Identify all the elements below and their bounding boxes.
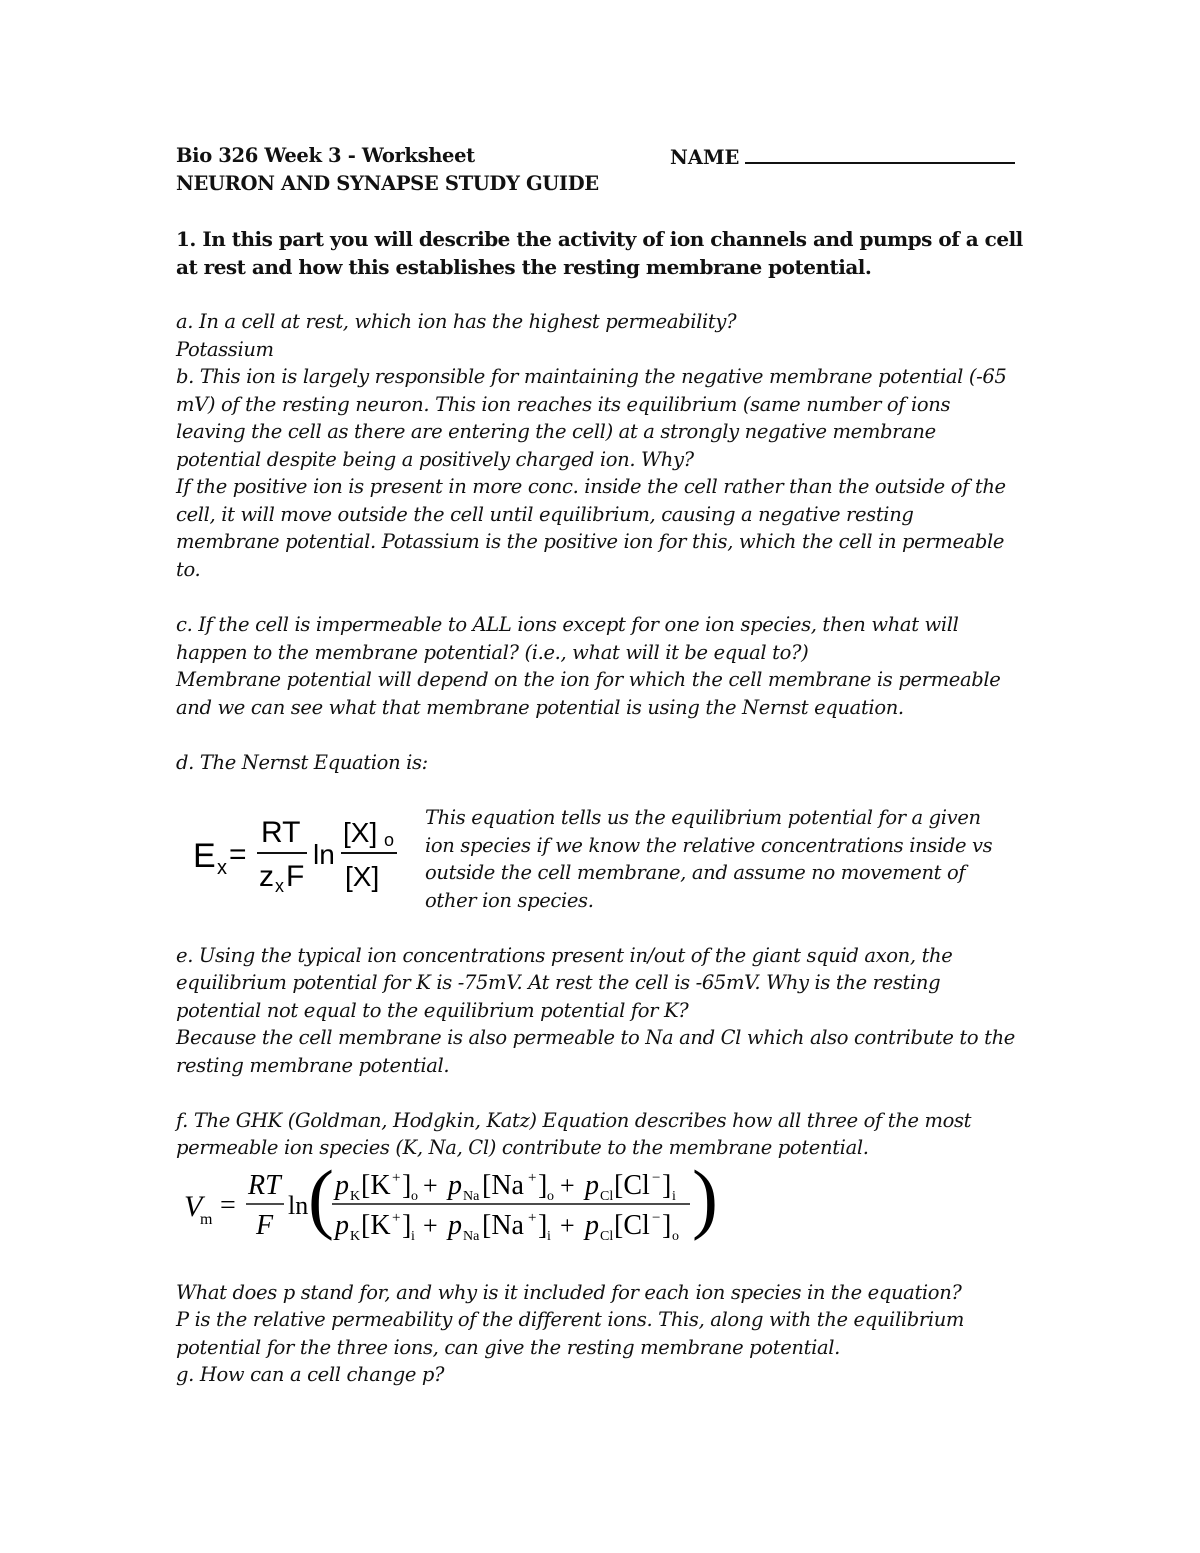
ghk-num-t2-sup: + [528,1170,537,1186]
question-b-line1: b. This ion is largely responsible for maintaining the negative membrane potential (-65 [176,365,1007,388]
nernst-den-z: z [259,860,274,893]
nernst-equals: = [229,838,247,871]
part1-prompt-line1: 1. In this part you will describe the activity of ion channels and pumps of a cell [176,227,1023,251]
ghk-num-t2-sub: o [547,1189,554,1204]
ghk-lhs: V [184,1190,203,1223]
ghk-num-t3: [Cl [614,1170,650,1201]
ghk-equation [178,1162,723,1250]
ghk-den-t2-end: ] [538,1210,548,1241]
ghk-den-t3: [Cl [614,1210,650,1241]
ghk-den-p3-sub: Cl [600,1229,614,1244]
ghk-den-p1: p [335,1210,349,1241]
ghk-close-paren: ) [692,1162,718,1241]
nernst-den-sub: x [275,876,284,896]
ghk-den-p3: p [585,1210,599,1241]
question-e-line3: potential not equal to the equilibrium potential for K? [176,999,689,1022]
nernst-den-f: F [286,860,305,893]
name-underline [745,144,1015,164]
ghk-den-p2: p [448,1210,462,1241]
answer-b-line4: to. [176,558,201,581]
ghk-ln: ln [288,1191,309,1220]
nernst-description-line2: ion species if we know the relative concentrations inside vs [425,834,993,857]
ghk-num-t1-end: ] [402,1170,412,1201]
question-e-line1: e. Using the typical ion concentrations present in/out of the giant squid axon, the [176,944,953,967]
worksheet-title: Bio 326 Week 3 - Worksheet [176,144,475,167]
answer-c-line1: Membrane potential will depend on the ion for which the cell membrane is permeable [176,668,1001,691]
answer-c-line2: and we can see what that membrane potential is using the Nernst equation. [176,696,904,719]
ghk-num-p2: p [448,1170,462,1201]
ghk-num-t3-sub: i [672,1189,676,1204]
ghk-rt: RT [248,1170,281,1201]
nernst-conc-out-sub: o [384,830,395,850]
ghk-num-t2: [Na [482,1170,524,1201]
ghk-den-t1-sub: i [411,1229,415,1244]
nernst-numerator: RT [261,816,301,849]
answer-p-line1: P is the relative permeability of the different ions. This, along with the equilibrium [176,1308,965,1331]
ghk-num-t3-sup: − [652,1170,661,1186]
ghk-lhs-sub: m [200,1211,213,1228]
ghk-den-t1: [K [361,1210,391,1241]
nernst-lhs: E [193,837,216,875]
ghk-equals: = [220,1190,236,1221]
answer-e-line1: Because the cell membrane is also permeable to Na and Cl which also contribute to the [176,1026,1015,1049]
ghk-num-t3-end: ] [662,1170,672,1201]
ghk-num-p1: p [335,1170,349,1201]
nernst-description-line4: other ion species. [425,889,594,912]
ghk-num-p2-sub: Na [463,1189,480,1204]
part1-prompt-line2: at rest and how this establishes the resting membrane potential. [176,255,872,279]
ghk-num-p3-sub: Cl [600,1189,614,1204]
ghk-den-p2-sub: Na [463,1229,480,1244]
question-b-line2: mV) of the resting neuron. This ion reaches its equilibrium (same number of ions [176,393,951,416]
question-c-line1: c. If the cell is impermeable to ALL ions except for one ion species, then what will [176,613,959,636]
question-a: a. In a cell at rest, which ion has the highest permeability? [176,310,737,333]
answer-b-line3: membrane potential. Potassium is the positive ion for this, which the cell in permeable [176,530,1005,553]
ghk-num-t1: [K [361,1170,391,1201]
nernst-description-line1: This equation tells us the equilibrium potential for a given [425,806,981,829]
ghk-den-plus1: + [423,1211,438,1240]
study-guide-heading: NEURON AND SYNAPSE STUDY GUIDE [176,172,599,195]
name-label: NAME [670,146,740,169]
nernst-conc-out: [X] [343,817,378,848]
ghk-den-t3-sup: − [652,1210,661,1226]
question-f-line1: f. The GHK (Goldman, Hodgkin, Katz) Equation describes how all three of the most [176,1109,972,1132]
ghk-denominator [333,1210,679,1244]
nernst-equation [185,808,415,898]
answer-a: Potassium [176,338,274,361]
question-d: d. The Nernst Equation is: [176,751,428,774]
ghk-num-t1-sub: o [411,1189,418,1204]
ghk-open-paren: ( [308,1162,334,1241]
ghk-den-t2-sub: i [547,1229,551,1244]
ghk-den-t3-end: ] [662,1210,672,1241]
name-field [670,144,1015,172]
ghk-den-t2: [Na [482,1210,524,1241]
answer-b-line1: If the positive ion is present in more conc. inside the cell rather than the outside of the [176,475,1006,498]
ghk-numerator [333,1170,676,1204]
question-p: What does p stand for, and why is it included for each ion species in the equation? [176,1281,962,1304]
ghk-den-p1-sub: K [350,1229,361,1244]
question-c-line2: happen to the membrane potential? (i.e., what will it be equal to?) [176,641,809,664]
question-b-line3: leaving the cell as there are entering the cell) at a strongly negative membrane [176,420,936,443]
question-b-line4: potential despite being a positively charged ion. Why? [176,448,694,471]
ghk-num-plus2: + [560,1171,575,1200]
question-g: g. How can a cell change p? [176,1363,445,1386]
question-e-line2: equilibrium potential for K is -75mV. At rest the cell is -65mV. Why is the resting [176,971,941,994]
ghk-den-t3-sub: o [672,1229,679,1244]
ghk-num-plus1: + [423,1171,438,1200]
answer-p-line2: potential for the three ions, can give the resting membrane potential. [176,1336,840,1359]
ghk-den-t1-sup: + [392,1210,401,1226]
nernst-ln: ln [313,839,335,870]
nernst-conc-in: [X] [345,861,380,892]
ghk-den-t1-end: ] [402,1210,412,1241]
ghk-num-t2-end: ] [538,1170,548,1201]
nernst-description-line3: outside the cell membrane, and assume no movement of [425,861,966,884]
ghk-f: F [256,1210,274,1241]
ghk-num-t1-sup: + [392,1170,401,1186]
answer-b-line2: cell, it will move outside the cell until equilibrium, causing a negative resting [176,503,914,526]
answer-e-line2: resting membrane potential. [176,1054,450,1077]
ghk-den-t2-sup: + [528,1210,537,1226]
ghk-num-p3: p [585,1170,599,1201]
ghk-num-p1-sub: K [350,1189,361,1204]
ghk-den-plus2: + [560,1211,575,1240]
question-f-line2: permeable ion species (K, Na, Cl) contribute to the membrane potential. [176,1136,869,1159]
nernst-lhs-sub: x [217,857,227,879]
